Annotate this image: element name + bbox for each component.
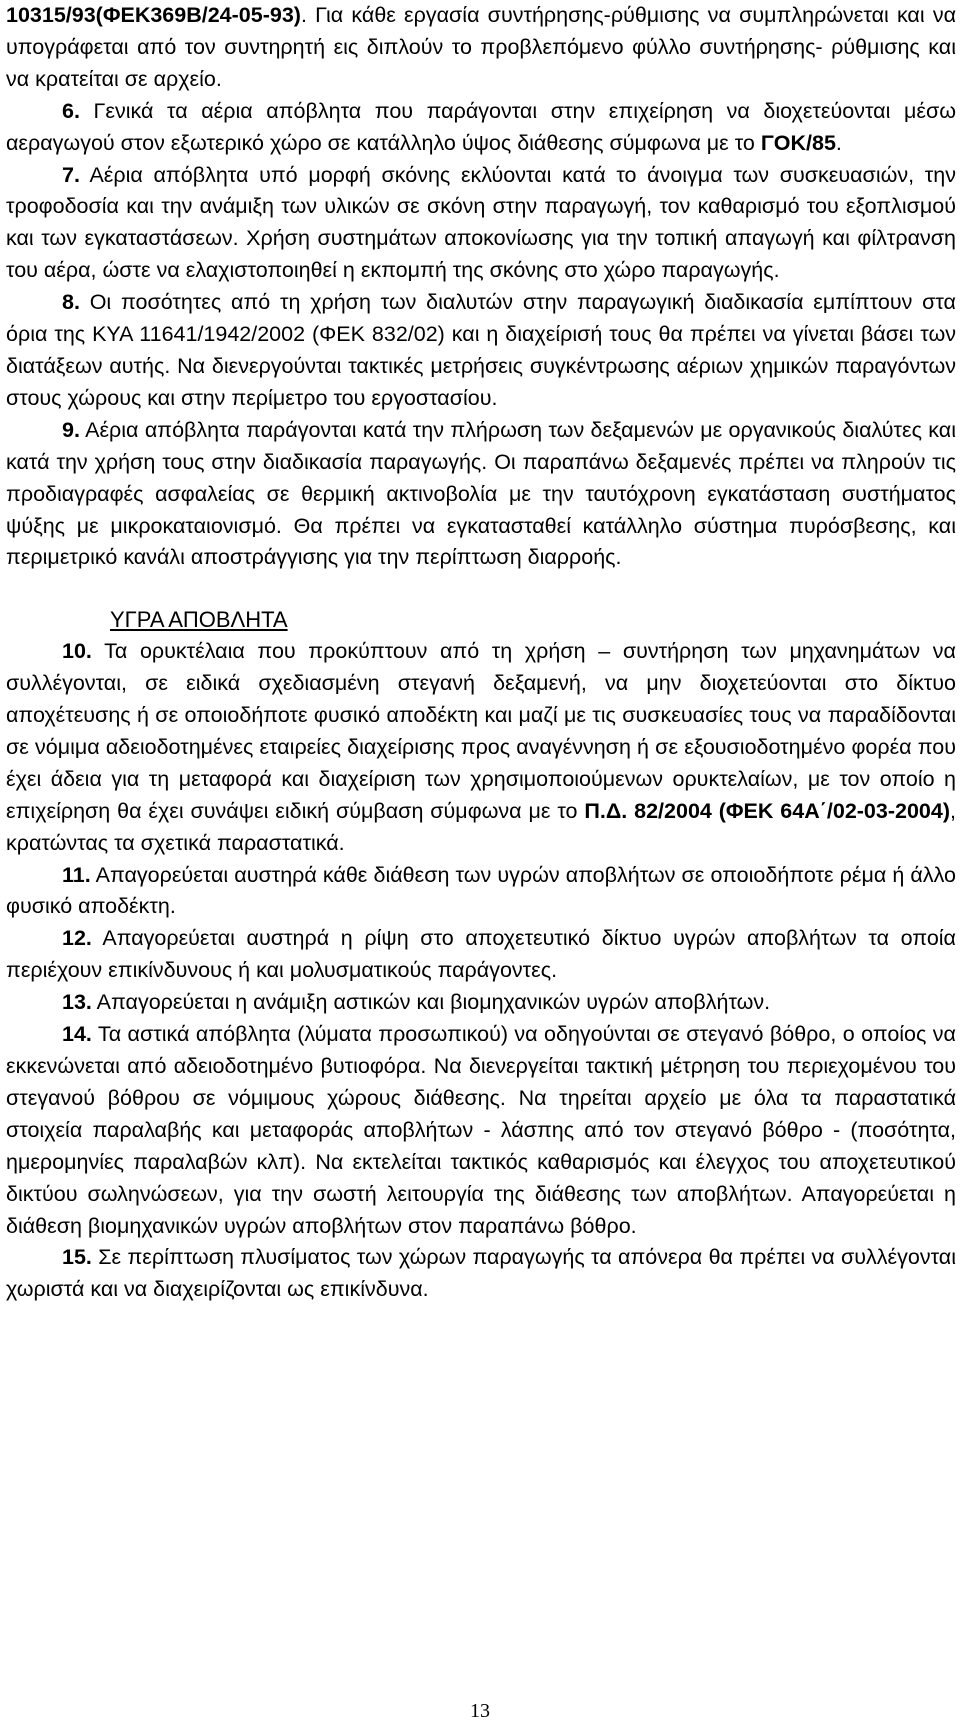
paragraph-text: . Για κάθε εργασία συντήρησης-ρύθμισης να συμπληρώνεται και να υπογράφεται από τον συντηρητή εις διπλούν το προβλεπόμενο φύλλο συντήρησης- ρύθμισης και να κρατείται σε αρχείο. <box>6 3 956 91</box>
section-heading-text: ΥΓΡΑ ΑΠΟΒΛΗΤΑ <box>110 607 288 633</box>
paragraph-text: Οι ποσότητες από τη χρήση των διαλυτών στην παραγωγική διαδικασία εμπίπτουν στα όρια της ΚΥΑ 11641/1942/2002 (ΦΕΚ 832/02) και η διαχείρισή τους θα πρέπει να γίνεται βάσει των διατάξεων αυτής. Να διενεργούνται τακτικές μετρήσεις συγκέντρωσης αέριων χημικών παραγόντων στους χώρους και στην περίμετρο του εργοστασίου. <box>6 290 956 410</box>
paragraph-5-continuation <box>6 0 956 96</box>
paragraph-12 <box>6 923 956 987</box>
paragraph-9 <box>6 415 956 575</box>
paragraph-number: 12. <box>62 926 92 951</box>
paragraph-14 <box>6 1019 956 1242</box>
paragraph-11 <box>6 860 956 924</box>
paragraph-text: Αέρια απόβλητα παράγονται κατά την πλήρωση των δεξαμενών με οργανικούς διαλύτες και κατά την χρήση τους στην διαδικασία παραγωγής. Οι παραπάνω δεξαμενές πρέπει να πληρούν τις προδιαγραφές ασφαλείας σε θερμική ακτινοβολία με την ταυτόχρονη εγκατάσταση συστήματος ψύξης με μικροκαταιονισμό. Θα πρέπει να εγκατασταθεί κατάλληλο σύστημα πυρόσβεσης, και περιμετρικό κανάλι αποστράγγισης για την περίπτωση διαρροής. <box>6 417 956 570</box>
paragraph-number: 15. <box>62 1245 92 1270</box>
paragraph-text: Σε περίπτωση πλυσίματος των χώρων παραγωγής τα απόνερα θα πρέπει να συλλέγονται χωριστά και να διαχειρίζονται ως επικίνδυνα. <box>6 1245 956 1302</box>
paragraph-number: 10. <box>62 639 92 664</box>
paragraph-number: 11. <box>62 862 91 887</box>
paragraph-6 <box>6 96 956 160</box>
paragraph-text-end: , κρατώντας τα σχετικά παραστατικά. <box>6 798 956 855</box>
legal-reference: 10315/93(ΦΕΚ369Β/24-05-93) <box>6 3 301 27</box>
legal-reference: Π.Δ. 82/2004 (ΦΕΚ 64Α΄/02-03-2004) <box>584 798 950 823</box>
page-number: 13 <box>470 1700 490 1722</box>
paragraph-13 <box>6 987 956 1019</box>
paragraph-number: 7. <box>62 162 80 187</box>
paragraph-text: Απαγορεύεται η ανάμιξη αστικών και βιομηχανικών υγρών αποβλήτων. <box>91 990 771 1015</box>
paragraph-15 <box>6 1242 956 1306</box>
section-heading <box>6 604 956 636</box>
legal-reference: ΓΟΚ/85 <box>760 130 836 155</box>
paragraph-text: Γενικά τα αέρια απόβλητα που παράγονται στην επιχείρηση να διοχετεύονται μέσω αεραγωγού στον εξωτερικό χώρο σε κατάλληλο ύψος διάθεσης σύμφωνα με το <box>6 98 956 155</box>
paragraph-number: 14. <box>62 1022 92 1047</box>
paragraph-number: 6. <box>62 98 80 123</box>
paragraph-text: Τα αστικά απόβλητα (λύματα προσωπικού) να οδηγούνται σε στεγανό βόθρο, ο οποίος να εκκενώνεται από αδειοδοτημένο βυτιοφόρα. Να διενεργείται τακτική μέτρηση του περιεχομένου του στεγανού βόθρου σε νόμιμους χώρους διάθεσης. Να τηρείται αρχείο με όλα τα παραστατικά στοιχεία παραλαβής και μεταφοράς αποβλήτων - λάσπης από τον στεγανό βόθρο - (ποσότητα, ημερομηνίες παραλαβών κλπ). Να εκτελείται τακτικός καθαρισμός και έλεγχος του αποχετευτικού δικτύου σωληνώσεων, για την σωστή λειτουργία της διάθεσης των αποβλήτων. Απαγορεύεται η διάθεση βιομηχανικών υγρών αποβλήτων στον παραπάνω βόθρο. <box>6 1022 956 1238</box>
document-page <box>6 0 956 1306</box>
paragraph-text: Τα ορυκτέλαια που προκύπτουν από τη χρήση – συντήρηση των μηχανημάτων να συλλέγονται, σε ειδικά σχεδιασμένη στεγανή δεξαμενή, να μην διοχετεύονται στο δίκτυο αποχέτευσης ή σε οποιοδήποτε φυσικό αποδέκτη και μαζί με τις συσκευασίες τους να παραδίδονται σε νόμιμα αδειοδοτημένες εταιρείες διαχείρισης προς αναγέννηση ή σε εξουσιοδοτημένο φορέα που έχει άδεια για τη μεταφορά και διαχείριση των χρησιμοποιούμενων ορυκτελαίων, με τον οποίο η επιχείρηση θα έχει συνάψει ειδική σύμβαση σύμφωνα με το <box>6 639 956 823</box>
paragraph-number: 8. <box>62 290 80 315</box>
paragraph-text: Απαγορεύεται αυστηρά κάθε διάθεση των υγρών αποβλήτων σε οποιοδήποτε ρέμα ή άλλο φυσικό αποδέκτη. <box>6 862 956 919</box>
paragraph-8 <box>6 287 956 415</box>
paragraph-7 <box>6 160 956 288</box>
paragraph-10 <box>6 636 956 859</box>
paragraph-number: 13. <box>62 990 92 1015</box>
paragraph-text: Αέρια απόβλητα υπό μορφή σκόνης εκλύονται κατά το άνοιγμα των συσκευασιών, την τροφοδοσία και την ανάμιξη των υλικών σε σκόνη στην παραγωγή, τον καθαρισμό του εξοπλισμού και των εγκαταστάσεων. Χρήση συστημάτων αποκονίωσης για την τοπική απαγωγή και φίλτρανση του αέρα, ώστε να ελαχιστοποιηθεί η εκπομπή της σκόνης στο χώρο παραγωγής. <box>6 162 956 283</box>
paragraph-text-end: . <box>835 130 842 155</box>
paragraph-text: Απαγορεύεται αυστηρά η ρίψη στο αποχετευτικό δίκτυο υγρών αποβλήτων τα οποία περιέχουν επικίνδυνους ή και μολυσματικούς παράγοντες. <box>6 926 956 983</box>
paragraph-number: 9. <box>62 417 80 442</box>
